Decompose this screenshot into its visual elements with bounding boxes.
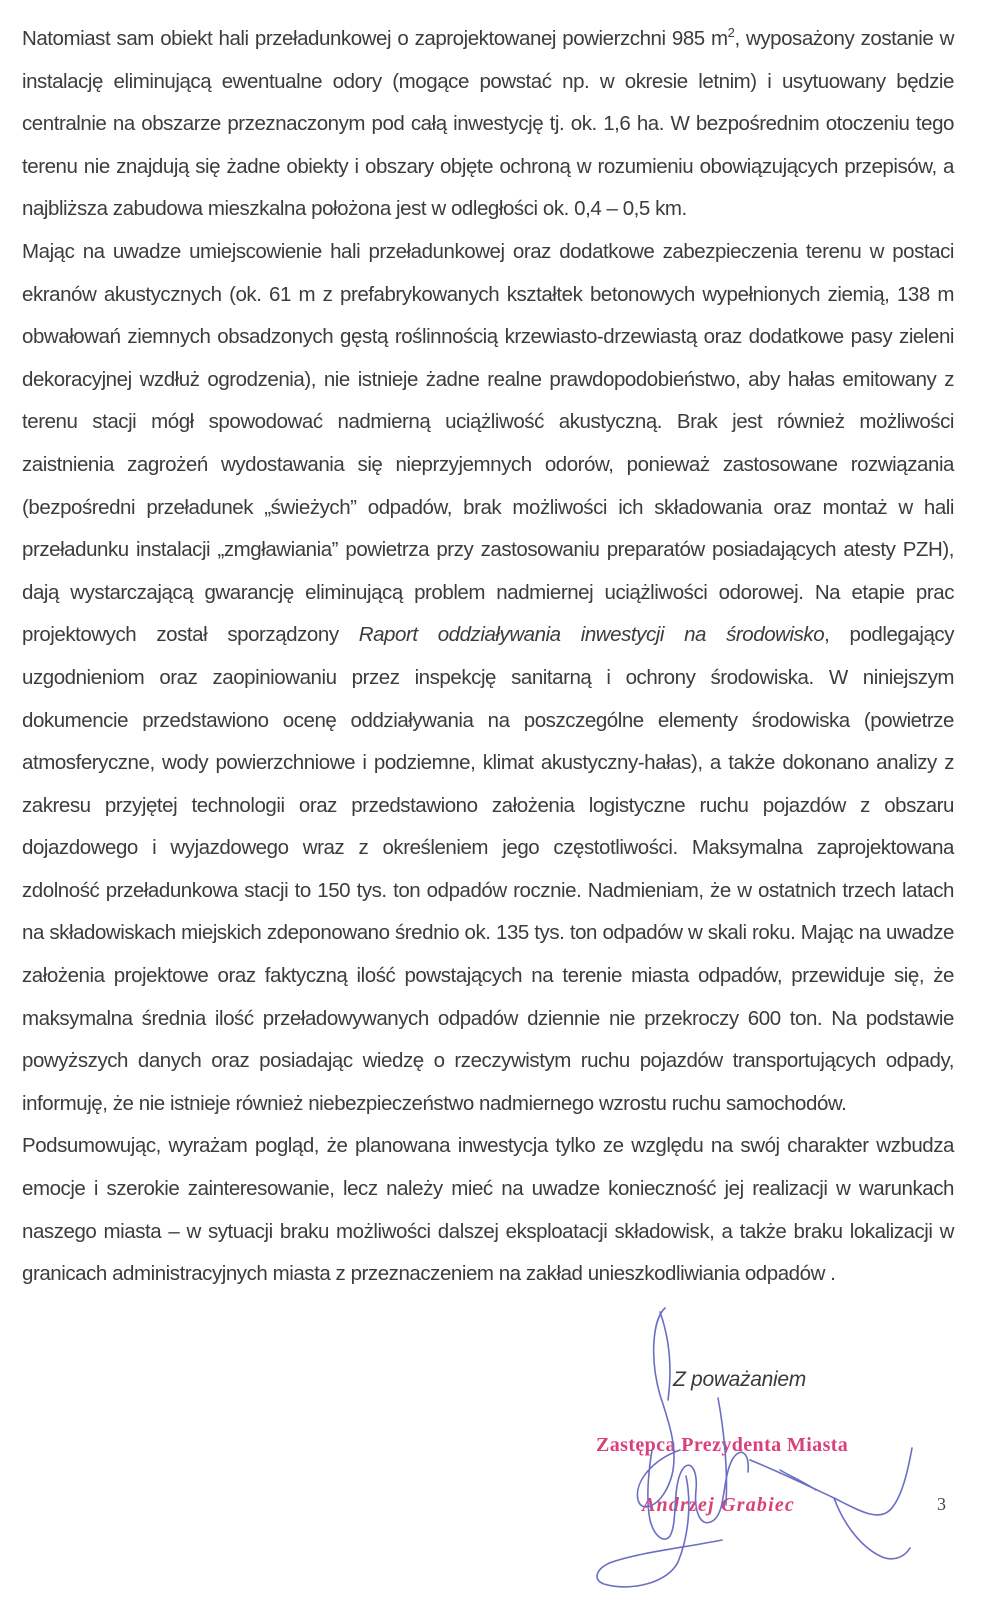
report-title-italic: Raport oddziaływania inwestycji na środowisko [358,623,825,647]
paragraph-1 [22,18,954,231]
paragraph-2 [22,231,954,1125]
paragraph-1-text-a: Natomiast sam obiekt hali przeładunkowej o zaprojektowanej powierzchni 985 m [22,27,728,50]
area-unit-superscript: 2 [727,25,735,41]
letter-body [22,18,954,1296]
official-stamp-name: Andrzej Grabiec [642,1494,795,1516]
page-number: 3 [937,1494,946,1514]
handwritten-signature [590,1300,930,1600]
paragraph-1-text-b: , wyposażony zostanie w instalację eliminującą ewentualne odory (mogące powstać np. w okresie letnim) i usytuowany będzie centralnie na obszarze przeznaczonym pod całą inwestycję tj. ok. 1,6 ha. W bezpośrednim otoczeniu tego terenu nie znajdują się żadne obiekty i obszary objęte ochroną w rozumieniu obowiązujących przepisów, a najbliższa zabudowa mieszkalna położona jest w odległości ok. 0,4 – 0,5 km. [22,27,955,221]
official-stamp-title: Zastępca Prezydenta Miasta [596,1434,849,1456]
paragraph-3 [22,1125,954,1295]
paragraph-2-text-a: Mając na uwadze umiejscowienie hali przeładunkowej oraz dodatkowe zabezpieczenia terenu w postaci ekranów akustycznych (ok. 61 m z prefabrykowanych kształtek betonowych wypełnionych ziemią, 138 m obwałowań ziemnych obsadzonych gęstą roślinnością krzewiasto-drzewiastą oraz dodatkowe pasy zieleni dekoracyjnej wzdłuż ogrodzenia), nie istnieje żadne realne prawdopodobieństwo, aby hałas emitowany z terenu stacji mógł spowodować nadmierną uciążliwość akustyczną. Brak jest również możliwości zaistnienia zagrożeń wydostawania się nieprzyjemnych odorów, ponieważ zastosowane rozwiązania (bezpośredni przeładunek „świeżych” odpadów, brak możliwości ich składowania oraz montaż w hali przeładunku instalacji „zmgławiania” powietrza przy zastosowaniu preparatów posiadających atesty PZH), dają wystarczającą gwarancję eliminującą problem nadmiernej uciążliwości odorowej. Na etapie prac projektowych został sporządzony [22,239,954,647]
paragraph-3-text: Podsumowując, wyrażam pogląd, że planowana inwestycja tylko ze względu na swój charakter wzbudza emocje i szerokie zainteresowanie, lecz należy mieć na uwadze konieczność jej realizacji w warunkach naszego miasta – w sytuacji braku możliwości dalszej eksploatacji składowisk, a także braku lokalizacji w granicach administracyjnych miasta z przeznaczeniem na zakład unieszkodliwiania odpadów . [22,1134,954,1286]
paragraph-2-text-b: , podlegający uzgodnieniom oraz zaopiniowaniu przez inspekcję sanitarną i ochrony środowiska. W niniejszym dokumencie przedstawiono ocenę oddziaływania na poszczególne elementy środowiska (powietrze atmosferyczne, wody powierzchniowe i podziemne, klimat akustyczny-hałas), a także dokonano analizy z zakresu przyjętej technologii oraz przedstawiono założenia logistyczne ruchu pojazdów z obszaru dojazdowego i wyjazdowego wraz z określeniem jego częstotliwości. Maksymalna zaprojektowana zdolność przeładunkowa stacji to 150 tys. ton odpadów rocznie. Nadmieniam, że w ostatnich trzech latach na składowiskach miejskich zdeponowano średnio ok. 135 tys. ton odpadów w skali roku. Mając na uwadze założenia projektowe oraz faktyczną ilość powstających na terenie miasta odpadów, przewiduje się, że maksymalna średnia ilość przeładowywanych odpadów dziennie nie przekroczy 600 ton. Na podstawie powyższych danych oraz posiadając wiedzę o rzeczywistym ruchu pojazdów transportujących odpady, informuję, że nie istnieje również niebezpieczeństwo nadmiernego wzrostu ruchu samochodów. [22,623,954,1115]
closing-salutation: Z poważaniem [673,1368,806,1391]
